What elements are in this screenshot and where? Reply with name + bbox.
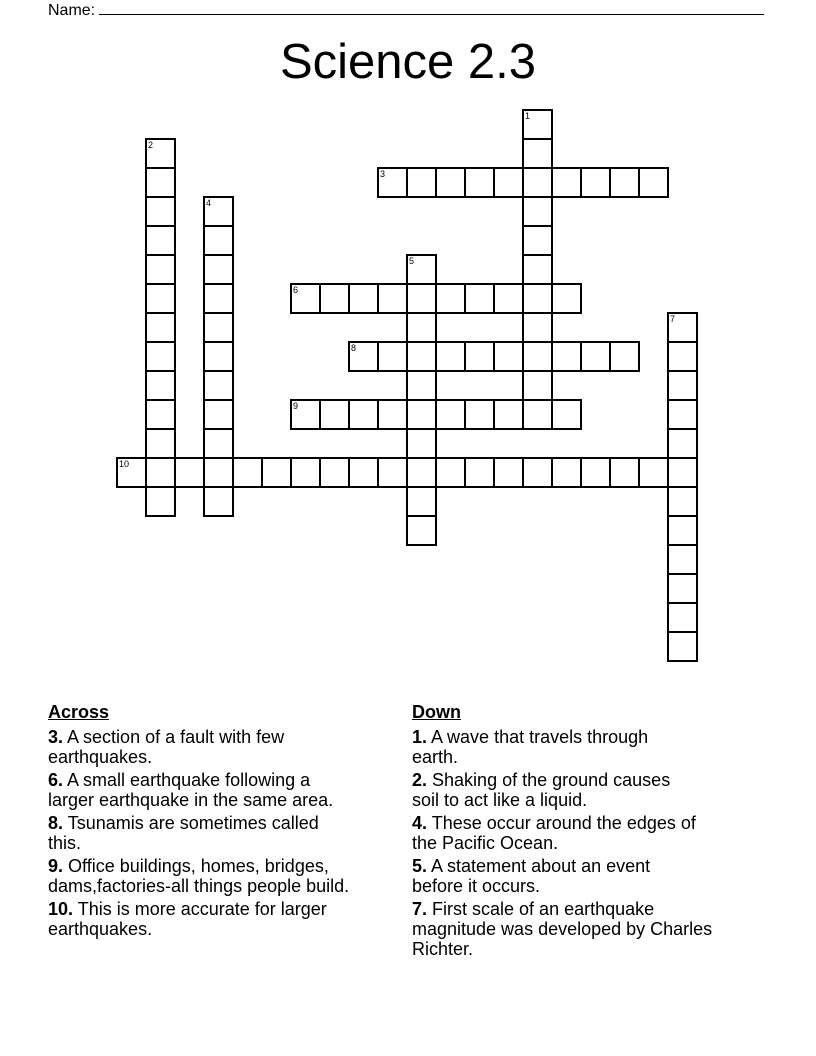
grid-cell[interactable] — [348, 283, 379, 314]
grid-cell[interactable] — [435, 457, 466, 488]
clue-number: 7. — [412, 899, 428, 919]
clue-number-label: 6 — [293, 285, 299, 295]
grid-cell[interactable] — [406, 428, 437, 459]
grid-cell[interactable] — [667, 428, 698, 459]
down-clues — [412, 701, 762, 962]
clue-text: Shaking of the ground causes soil to act like a liquid. — [412, 770, 671, 810]
grid-cell[interactable] — [406, 254, 437, 285]
grid-cell[interactable] — [319, 399, 350, 430]
grid-cell[interactable] — [377, 457, 408, 488]
grid-cell[interactable] — [522, 283, 553, 314]
across-clues — [48, 701, 398, 942]
grid-cell[interactable] — [145, 486, 176, 517]
clue-text: A section of a fault with few earthquakes. — [48, 727, 285, 767]
grid-cell[interactable] — [145, 428, 176, 459]
clue-number: 8. — [48, 813, 64, 833]
grid-cell[interactable] — [232, 457, 263, 488]
clue-text: This is more accurate for larger earthquakes. — [48, 899, 327, 939]
grid-cell[interactable] — [116, 457, 147, 488]
grid-cell[interactable] — [667, 631, 698, 662]
grid-cell[interactable] — [377, 283, 408, 314]
grid-cell[interactable] — [522, 225, 553, 256]
down-heading: Down — [412, 702, 461, 722]
clue-across-6 — [48, 770, 398, 810]
grid-cell[interactable] — [145, 312, 176, 343]
grid-cell[interactable] — [145, 370, 176, 401]
grid-cell[interactable] — [522, 167, 553, 198]
grid-cell[interactable] — [145, 167, 176, 198]
grid-cell[interactable] — [203, 312, 234, 343]
grid-cell[interactable] — [522, 312, 553, 343]
grid-cell[interactable] — [667, 573, 698, 604]
grid-cell[interactable] — [203, 196, 234, 227]
grid-cell[interactable] — [435, 399, 466, 430]
grid-cell[interactable] — [348, 457, 379, 488]
clue-down-5 — [412, 856, 762, 896]
grid-cell[interactable] — [435, 283, 466, 314]
grid-cell[interactable] — [261, 457, 292, 488]
grid-cell[interactable] — [667, 544, 698, 575]
grid-cell[interactable] — [203, 283, 234, 314]
clue-number-label: 2 — [148, 140, 154, 150]
grid-cell[interactable] — [203, 225, 234, 256]
grid-cell[interactable] — [667, 312, 698, 343]
grid-cell[interactable] — [522, 138, 553, 169]
grid-cell[interactable] — [522, 109, 553, 140]
grid-cell[interactable] — [377, 399, 408, 430]
grid-cell[interactable] — [145, 283, 176, 314]
clue-text: First scale of an earthquake magnitude was developed by Charles Richter. — [412, 899, 713, 959]
grid-cell[interactable] — [667, 341, 698, 372]
clue-number: 3. — [48, 727, 64, 747]
grid-cell[interactable] — [522, 341, 553, 372]
grid-cell[interactable] — [145, 254, 176, 285]
name-label: Name: — [48, 2, 96, 19]
clue-number: 1. — [412, 727, 428, 747]
grid-cell[interactable] — [406, 399, 437, 430]
grid-cell[interactable] — [551, 457, 582, 488]
grid-cell[interactable] — [609, 341, 640, 372]
grid-cell[interactable] — [667, 370, 698, 401]
clue-down-2 — [412, 770, 762, 810]
clue-number-label: 8 — [351, 343, 357, 353]
grid-cell[interactable] — [522, 457, 553, 488]
clue-across-8 — [48, 813, 398, 853]
clue-number-label: 10 — [119, 459, 130, 469]
grid-cell[interactable] — [522, 370, 553, 401]
grid-cell[interactable] — [145, 457, 176, 488]
grid-cell[interactable] — [609, 167, 640, 198]
clue-across-9 — [48, 856, 398, 896]
grid-cell[interactable] — [493, 399, 524, 430]
grid-cell[interactable] — [290, 399, 321, 430]
grid-cell[interactable] — [174, 457, 205, 488]
grid-cell[interactable] — [406, 167, 437, 198]
grid-cell[interactable] — [203, 254, 234, 285]
grid-cell[interactable] — [406, 457, 437, 488]
grid-cell[interactable] — [145, 399, 176, 430]
clue-number-label: 4 — [206, 198, 212, 208]
grid-cell[interactable] — [406, 341, 437, 372]
grid-cell[interactable] — [493, 283, 524, 314]
clue-number-label: 9 — [293, 401, 299, 411]
clue-text: A statement about an event before it occurs. — [412, 856, 651, 896]
grid-cell[interactable] — [377, 341, 408, 372]
grid-cell[interactable] — [406, 486, 437, 517]
clue-across-3 — [48, 727, 398, 767]
grid-cell[interactable] — [145, 341, 176, 372]
clue-down-7 — [412, 899, 762, 959]
grid-cell[interactable] — [203, 399, 234, 430]
grid-cell[interactable] — [203, 370, 234, 401]
clue-number-label: 7 — [670, 314, 676, 324]
across-heading: Across — [48, 702, 110, 722]
grid-cell[interactable] — [435, 167, 466, 198]
grid-cell[interactable] — [377, 167, 408, 198]
name-input-line[interactable] — [99, 0, 764, 15]
grid-cell[interactable] — [464, 457, 495, 488]
grid-cell[interactable] — [580, 457, 611, 488]
grid-cell[interactable] — [522, 196, 553, 227]
grid-cell[interactable] — [203, 428, 234, 459]
grid-cell[interactable] — [145, 225, 176, 256]
clue-number-label: 3 — [380, 169, 386, 179]
grid-cell[interactable] — [551, 167, 582, 198]
clue-number: 5. — [412, 856, 428, 876]
grid-cell[interactable] — [406, 370, 437, 401]
grid-cell[interactable] — [145, 138, 176, 169]
grid-cell[interactable] — [551, 341, 582, 372]
grid-cell[interactable] — [348, 341, 379, 372]
grid-cell[interactable] — [609, 457, 640, 488]
grid-cell[interactable] — [493, 457, 524, 488]
page-title: Science 2.3 — [279, 35, 537, 89]
grid-cell[interactable] — [203, 341, 234, 372]
clue-number-label: 5 — [409, 256, 415, 266]
clue-text: A small earthquake following a larger earthquake in the same area. — [48, 770, 334, 810]
clue-number: 2. — [412, 770, 428, 790]
grid-cell[interactable] — [203, 457, 234, 488]
clue-number: 4. — [412, 813, 428, 833]
clue-down-1 — [412, 727, 762, 767]
clue-text: These occur around the edges of the Pacific Ocean. — [412, 813, 696, 853]
grid-cell[interactable] — [319, 457, 350, 488]
clue-number: 6. — [48, 770, 64, 790]
grid-cell[interactable] — [464, 283, 495, 314]
grid-cell[interactable] — [464, 399, 495, 430]
grid-cell[interactable] — [145, 196, 176, 227]
grid-cell[interactable] — [406, 312, 437, 343]
grid-cell[interactable] — [464, 341, 495, 372]
grid-cell[interactable] — [493, 341, 524, 372]
grid-cell[interactable] — [290, 457, 321, 488]
grid-cell[interactable] — [667, 602, 698, 633]
name-field[interactable] — [48, 0, 764, 20]
grid-cell[interactable] — [551, 399, 582, 430]
clue-across-10 — [48, 899, 398, 939]
grid-cell[interactable] — [667, 399, 698, 430]
grid-cell[interactable] — [493, 167, 524, 198]
grid-cell[interactable] — [667, 486, 698, 517]
grid-cell[interactable] — [319, 283, 350, 314]
grid-cell[interactable] — [580, 341, 611, 372]
grid-cell[interactable] — [203, 486, 234, 517]
grid-cell[interactable] — [290, 283, 321, 314]
grid-cell[interactable] — [667, 457, 698, 488]
clue-text: Office buildings, homes, bridges, dams,factories-all things people build. — [48, 856, 350, 896]
grid-cell[interactable] — [435, 341, 466, 372]
grid-cell[interactable] — [348, 399, 379, 430]
clue-number-label: 1 — [525, 111, 531, 121]
grid-cell[interactable] — [638, 167, 669, 198]
grid-cell[interactable] — [667, 515, 698, 546]
grid-cell[interactable] — [638, 457, 669, 488]
grid-cell[interactable] — [406, 515, 437, 546]
clue-number: 10. — [48, 899, 74, 919]
grid-cell[interactable] — [522, 254, 553, 285]
clue-text: A wave that travels through earth. — [412, 727, 649, 767]
clue-number: 9. — [48, 856, 64, 876]
grid-cell[interactable] — [522, 399, 553, 430]
clue-text: Tsunamis are sometimes called this. — [48, 813, 319, 853]
clue-down-4 — [412, 813, 762, 853]
grid-cell[interactable] — [580, 167, 611, 198]
grid-cell[interactable] — [464, 167, 495, 198]
grid-cell[interactable] — [551, 283, 582, 314]
grid-cell[interactable] — [406, 283, 437, 314]
